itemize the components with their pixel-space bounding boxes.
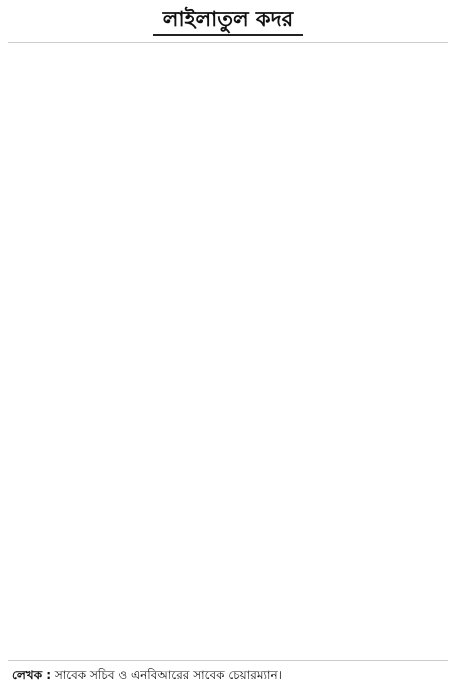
article-body-region [8,42,448,661]
author-byline [12,667,444,683]
article-headline: লাইলাতুল কদর [153,6,303,36]
headline-container [4,4,452,36]
byline-text: সাবেক সচিব ও এনবিআরের সাবেক চেয়ারম্যান। [54,668,282,682]
newspaper-clipping [4,4,452,689]
byline-label: লেখক : [12,668,52,682]
